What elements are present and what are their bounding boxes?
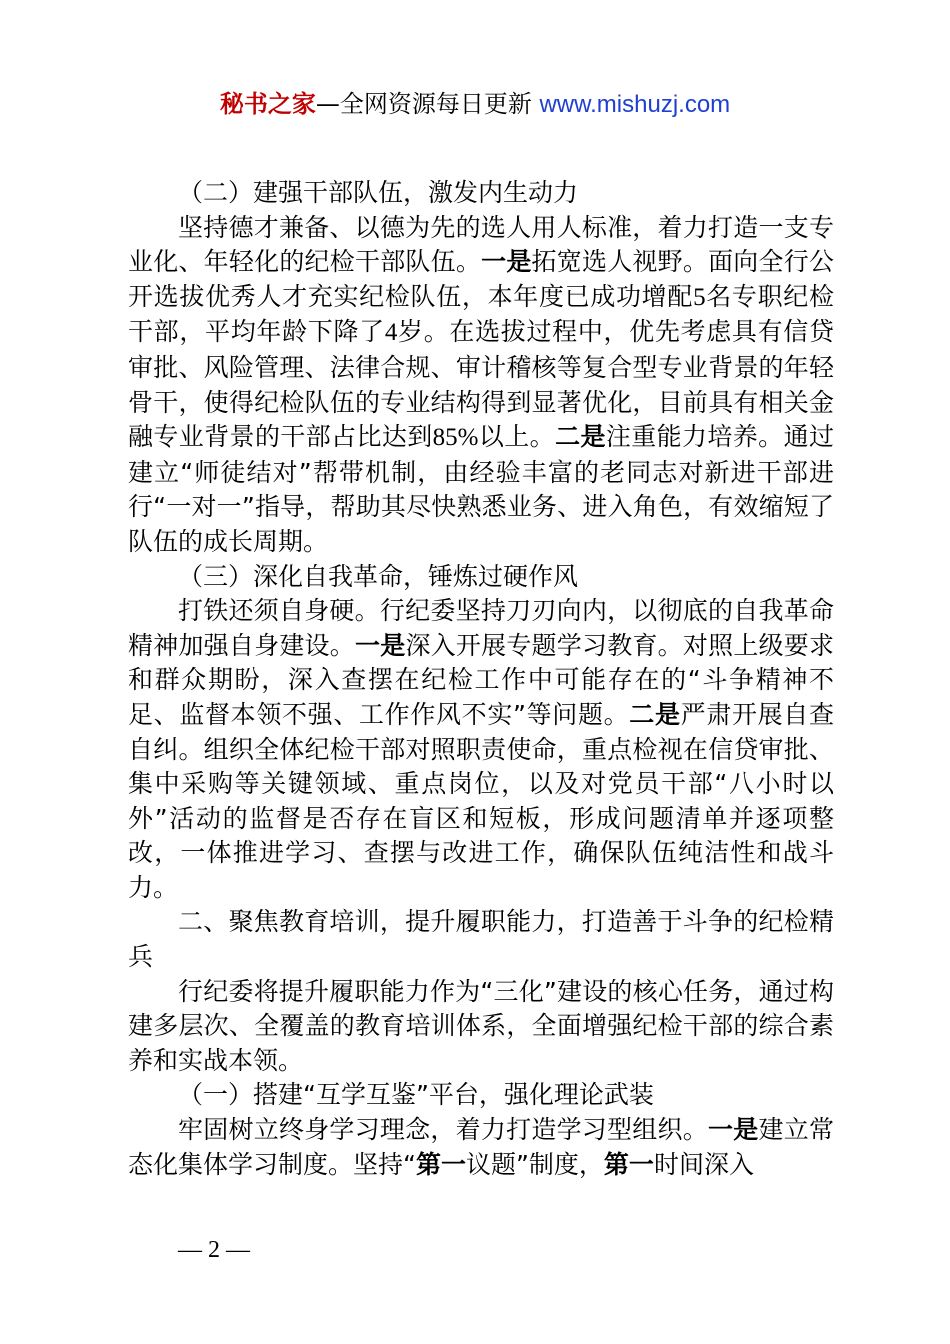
page-number: — 2 — <box>178 1237 250 1263</box>
paragraph-text: （三）深化自我革命，锤炼过硬作风 <box>178 561 579 591</box>
paragraph <box>128 560 834 595</box>
paragraph-text: 议题”制度， <box>465 1149 604 1179</box>
paragraph-text: 4 <box>384 319 398 347</box>
document-body <box>128 176 834 1182</box>
bold-lead-text: 二是 <box>555 422 606 452</box>
paragraph-text: 以上。 <box>478 422 556 452</box>
header-tagline: —全网资源每日更新 <box>315 90 540 118</box>
paragraph-text: 时间深入 <box>653 1149 754 1179</box>
paragraph-text: 拓宽选人视野。面向全行公开选拔优秀人才充实纪检队伍，本年度已成功增配 <box>128 247 834 311</box>
paragraph-text: 行纪委将提升履职能力作为“三化”建设的核心任务，通过构建多层次、全覆盖的教育培训体系，全面增强纪检干部的综合素养和实战本领。 <box>128 976 834 1075</box>
paragraph-text: （一）搭建“互学互鉴”平台，强化理论武装 <box>178 1080 654 1110</box>
paragraph-text: （二）建强干部队伍，激发内生动力 <box>178 178 579 207</box>
paragraph <box>128 1113 834 1182</box>
paragraph <box>128 211 834 560</box>
paragraph <box>128 594 834 905</box>
bold-lead-text: 第一 <box>603 1149 654 1179</box>
paragraph <box>128 975 834 1079</box>
paragraph-text: 岁。在选拔过程中，优先考虑具有信贷审批、风险管理、法律合规、审计稽核等复合型专业背景的年轻骨干，使得纪检队伍的专业结构得到显著优化，目前具有相关金融专业背景的干部占比达到 <box>128 317 834 452</box>
paragraph-text: 5 <box>693 283 706 311</box>
paragraph-text: 打铁还须自身硬。行纪委坚持刀刃向内，以彻底的自我革命精神加强自身建设。 <box>128 596 834 660</box>
paragraph-text: 二、聚焦教育培训，提升履职能力，打造善于斗争的纪检精兵 <box>128 907 834 972</box>
paragraph <box>128 176 834 211</box>
bold-lead-text: 第一 <box>415 1149 466 1179</box>
bold-lead-text: 一是 <box>481 247 532 277</box>
bold-lead-text: 一是 <box>708 1115 759 1145</box>
paragraph-text: 牢固树立终身学习理念，着力打造学习型组织。 <box>178 1115 709 1145</box>
paragraph-text: 建立常态化集体学习制度。坚持“ <box>128 1115 834 1179</box>
paragraph <box>128 905 834 974</box>
brand-name: 秘书之家 <box>219 90 316 118</box>
site-url-link[interactable]: www.mishuzj.com <box>539 91 731 118</box>
paragraph-text: 注重能力培养。通过建立“师徒结对”帮带机制，由经验丰富的老同志对新进干部进行“一对一”指导，帮助其尽快熟悉业务、进入角色，有效缩短了队伍的成长周期。 <box>128 422 834 556</box>
site-header <box>0 88 950 121</box>
paragraph-text: 85% <box>432 424 479 452</box>
paragraph <box>128 1078 834 1113</box>
paragraph-text: 严肃开展自查自纠。组织全体纪检干部对照职责使命，重点检视在信贷审批、集中采购等关键领域、重点岗位，以及对党员干部“八小时以外”活动的监督是否存在盲区和短板，形成问题清单并逐项整改，一体推进学习、查摆与改进工作，确保队伍纯洁性和战斗力。 <box>128 699 834 902</box>
paragraph-text: 坚持德才兼备、以德为先的选人用人标准，着力打造一支专业化、年轻化的纪检干部队伍。 <box>128 212 834 277</box>
paragraph-text: 名专职纪检干部，平均年龄下降了 <box>128 281 834 347</box>
bold-lead-text: 二是 <box>629 699 681 729</box>
bold-lead-text: 一是 <box>355 630 406 660</box>
paragraph-text: 深入开展专题学习教育。对照上级要求和群众期盼，深入查摆在纪检工作中可能存在的“斗争精神不足、监督本领不强、工作作风不实”等问题。 <box>128 630 834 729</box>
